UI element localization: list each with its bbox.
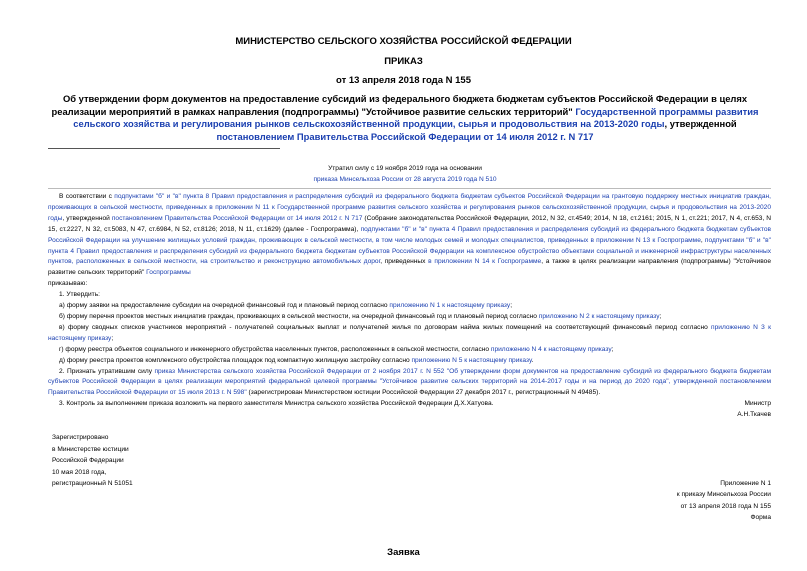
registration-line: в Министерстве юстиции (52, 445, 129, 453)
registration-line: 10 мая 2018 года, (52, 468, 107, 476)
item-1v (48, 323, 771, 345)
link-appendix-1[interactable]: приложению N 1 к настоящему приказу (389, 302, 511, 310)
link-appendix-3[interactable]: приложению N 3 к настоящему приказу (48, 323, 771, 342)
title-text-2: , утвержденной (664, 118, 737, 130)
link-appendix-5[interactable]: приложению N 5 к настоящему приказу (411, 356, 532, 364)
item-text: ; (659, 312, 662, 320)
item-text: б) форму перечня проектов местных инициатив граждан, проживающих в сельской местности, на очередной финансовый год и плановый период согласно (59, 312, 539, 320)
appendix-order-date: от 13 апреля 2018 года N 155 (680, 502, 771, 510)
item-1g (48, 345, 771, 356)
item-text: ; (111, 334, 114, 342)
item-text: ; (510, 302, 513, 310)
appendix-number: Приложение N 1 (720, 480, 771, 487)
appendix-header (677, 478, 771, 524)
title-text-1: Об утверждении форм документов на предоставление субсидий из федерального бюджета бюджетам субъектов Российской Федерации в целях реализации мероприятий в рамках направления (подпрограммы) "Устойчивое развитие сельских территорий" (51, 93, 748, 117)
item-text: ; (611, 345, 614, 353)
signature-name: А.Н.Ткачев (737, 410, 771, 418)
signature-position: Министр (744, 400, 771, 407)
order-body (48, 192, 771, 410)
document-type: ПРИКАЗ (384, 56, 423, 67)
preamble-text: , а также в целях реализации направления (подпрограммы) "Устойчивое развитие сельских территорий" (48, 258, 772, 277)
preamble-link-rules-app-14[interactable]: подпунктами "б" и "в" пункта 4 Правил предоставления и распределения субсидий из федерального бюджета бюджетам субъектов Российской Федерации на комплексное обустройство объектами социальной и инженерной инфраструктуры населенных пунктов, расположенных в сельской местности, на строительство и реконструкцию автомобильных дорог (48, 236, 771, 266)
preamble-text: , (700, 236, 705, 244)
preamble-link-subitems-8[interactable]: подпунктами "б" и "в" пункта 8 (114, 193, 210, 200)
preamble-paragraph (48, 192, 771, 279)
item-1a (48, 301, 771, 312)
preamble-text: В соответствии с (59, 193, 115, 200)
item-text: . (531, 356, 534, 364)
document-date-number: от 13 апреля 2018 года N 155 (336, 75, 471, 86)
registration-line: Российской Федерации (52, 457, 124, 465)
item-text: г) форму реестра объектов социального и инженерного обустройства населенных пунктов, расположенных в сельской местности, согласно (59, 345, 491, 353)
status-note (260, 164, 550, 186)
status-repeal-link[interactable]: приказа Минсельхоза России от 28 августа 2019 года N 510 (313, 175, 497, 183)
item-1-approve: 1. Утвердить: (59, 291, 100, 299)
link-order-552[interactable]: приказ Министерства сельского хозяйства Российской Федерации от 2 ноября 2017 г. N 552 "Об утверждении форм документов на предоставление субсидий из федерального бюджета бюджетам субъектов Российской Федерации в целях реализации мероприятий федеральной целевой программы "Устойчивое развитие сельских территорий на 2014-2017 годы и на период до 2020 года", утвержденной постановлением Правительства Российской Федерации от 15 июля 2013 г. N 598" (48, 367, 771, 397)
item-text: д) форму реестра проектов комплексного обустройства площадок под компактную жилищную застройку согласно (59, 356, 412, 364)
item-text: в) форму сводных списков участников мероприятий - получателей социальных выплат и получателей жилья по договорам найма жилых помещений на соответствующий финансовый период согласно (59, 323, 712, 331)
ministry-heading: МИНИСТЕРСТВО СЕЛЬСКОГО ХОЗЯЙСТВА РОССИЙСКОЙ ФЕДЕРАЦИИ (235, 36, 572, 47)
title-link-government-decree[interactable]: постановлением Правительства Российской Федерации от 14 июля 2012 г. N 717 (216, 130, 594, 142)
link-appendix-4[interactable]: приложению N 4 к настоящему приказу (490, 345, 612, 353)
preamble-link-appendix-14[interactable]: в приложении N 14 к Госпрограмме (428, 258, 542, 266)
preamble-text: , приведенных (380, 258, 429, 266)
preamble-link-rules-app-13[interactable]: подпунктами "б" и "в" пункта 4 Правил предоставления и распределения субсидий из федерального бюджета бюджетам субъектов Российской Федерации на улучшение жилищных условий граждан, проживающих в сельской местности, в том числе молодых семей и молодых специалистов, приведенных в приложении N 13 к Госпрограмме (48, 225, 772, 244)
link-appendix-2[interactable]: приложению N 2 к настоящему приказу (538, 312, 660, 320)
registration-line: регистрационный N 51051 (52, 480, 133, 488)
document-title (50, 93, 760, 143)
preamble-link-state-program[interactable]: Госпрограммы (146, 269, 191, 277)
item-1b (48, 312, 771, 323)
item-text: 2. Признать утратившим силу (59, 367, 155, 375)
item-2-repeal (48, 367, 771, 400)
registration-block (52, 432, 133, 490)
preamble-link-decree-717[interactable]: постановлением Правительства Российской Федерации от 14 июля 2012 г. N 717 (111, 214, 363, 222)
preamble-text: , утвержденной (62, 214, 112, 222)
title-link-state-program[interactable]: Государственной программы развития сельского хозяйства и регулирования рынков сельскохозяйственной продукции, сырья и продовольствия на 2013-2020 годы (73, 105, 759, 130)
status-line: Утратил силу с 19 ноября 2019 года на основании (328, 165, 482, 172)
item-3-control: 3. Контроль за выполнением приказа возложить на первого заместителя Министра сельского хозяйства Российской Федерации Д.Х.Хатуова. (59, 400, 494, 408)
appendix-form-label: Форма (750, 514, 771, 522)
signature-block (737, 399, 771, 420)
appendix-reference: к приказу Минсельхоза России (676, 491, 771, 499)
form-heading: Заявка (387, 547, 420, 558)
title-divider (48, 148, 280, 149)
item-text: (зарегистрирован Министерством юстиции Российской Федерации 27 декабря 2017 г., регистрационный N 49485). (246, 389, 601, 397)
preamble-link-rules-app-11[interactable]: Правил предоставления и распределения субсидий из федерального бюджета бюджетам субъектов Российской Федерации на грантовую поддержку местных инициатив граждан, проживающих в сельской местности, приведенных в приложении N 11 к Государственной программе развития сельского хозяйства и регулирования рынков сельскохозяйственной продукции, сырья и продовольствия на 2013-2020 годы (48, 193, 771, 222)
status-divider (48, 188, 771, 189)
item-text: а) форму заявки на предоставление субсидии на очередной финансовый год и плановый период согласно (59, 302, 390, 310)
order-verb: приказываю: (48, 280, 88, 288)
item-1d (48, 356, 771, 367)
registration-line: Зарегистрировано (52, 434, 109, 441)
preamble-text: (Собрание законодательства Российской Федерации, 2012, N 32, ст.4549; 2014, N 18, ст.2161; 2015, N 1, ст.221; 2017, N 4, ст.653, N 15, ст.2227, N 32, ст.5083, N 47, ст.6984, N 52, ст.8126; 2018, N 11, ст.1629) (далее - Госпрограмма), (48, 214, 771, 233)
